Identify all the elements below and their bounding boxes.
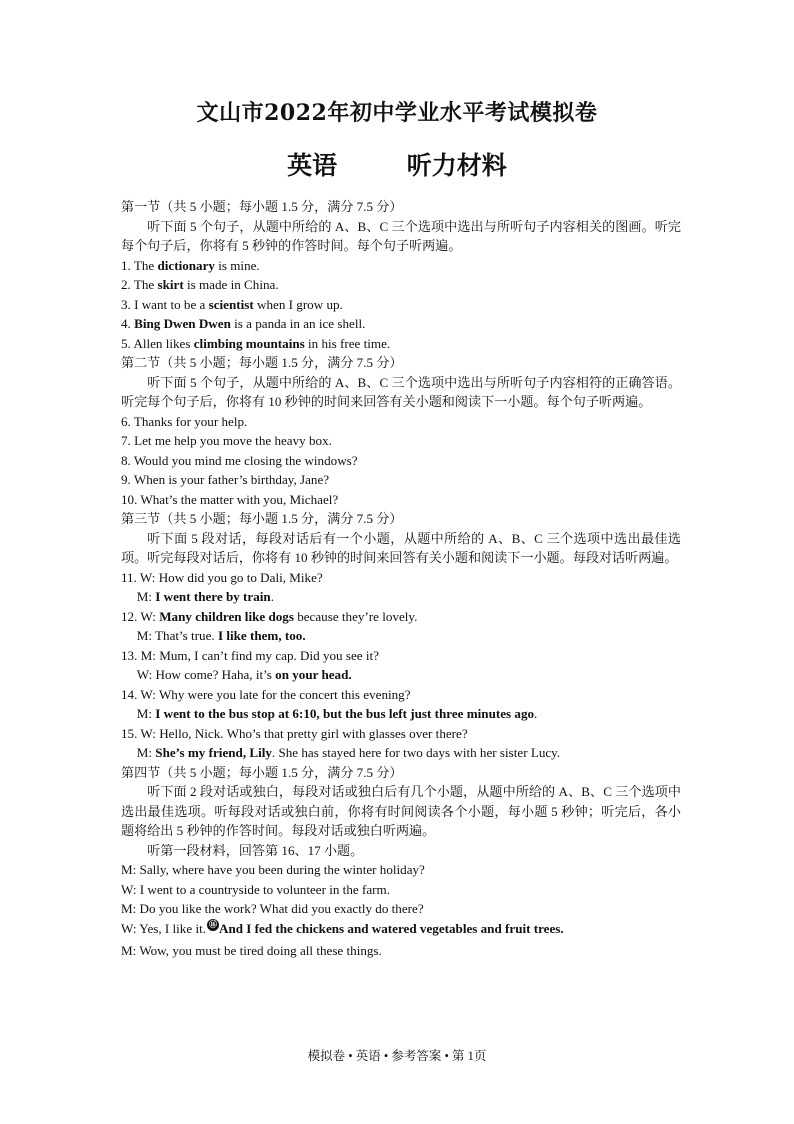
document-body [121, 197, 681, 961]
item-8: 8. Would you mind me closing the windows? [121, 452, 358, 468]
item-7: 7. Let me help you move the heavy box. [121, 433, 332, 448]
dialogue-13-a: W: How come? Haha, it’s on your head. [136, 667, 352, 682]
document-title: 文山市2022年初中学业水平考试模拟卷 [196, 100, 598, 126]
section4-instructions: 听下面 2 段对话或独白，每段对话或独白后有几个小题，从题中所给的 A、B、C 三个选项中选出最佳选项。听每段对话或独白前，你将有时间阅读各个小题，每小题 5 秒钟；听完后，各小题将给出 5 秒钟的作答时间。每段对话或独白听两遍。 [121, 784, 681, 838]
conversation-line-3: M: Do you like the work? What did you exactly do there? [121, 901, 424, 916]
conversation-line-4: W: Yes, I like it. ⑯ And I fed the chickens and watered vegetables and fruit trees. [121, 919, 564, 936]
dialogue-14-q: 14. W: Why were you late for the concert this evening? [121, 686, 411, 702]
section2-instructions: 听下面 5 个句子，从题中所给的 A、B、C 三个选项中选出与所听句子内容相符的正确答语。听完每个句子后，你将有 10 秒钟的时间来回答有关小题和阅读下一小题。每个句子听两遍。 [121, 374, 681, 409]
section1-heading: 第一节（共 5 小题；每小题 1.5 分，满分 7.5 分） [121, 199, 403, 214]
item-1: 1. The dictionary is mine. [121, 257, 260, 273]
item-5: 5. Allen likes climbing mountains in his free time. [121, 335, 391, 351]
dialogue-15-a: M: She’s my friend, Lily. She has stayed here for two days with her sister Lucy. [136, 745, 561, 760]
document-subtitle: 英语 听力材料 [287, 151, 507, 180]
dialogue-15-q: 15. W: Hello, Nick. Who’s that pretty girl with glasses over there? [121, 725, 468, 741]
conversation-line-2: W: I went to a countryside to volunteer in the farm. [121, 881, 390, 897]
section3-heading: 第三节（共 5 小题；每小题 1.5 分，满分 7.5 分） [121, 511, 403, 526]
conversation-line-5: M: Wow, you must be tired doing all these things. [121, 943, 382, 958]
section4-heading: 第四节（共 5 小题；每小题 1.5 分，满分 7.5 分） [121, 764, 403, 780]
dialogue-12-a: M: That’s true. I like them, too. [136, 628, 306, 643]
item-2: 2. The skirt is made in China. [121, 277, 279, 292]
section1-instructions: 听下面 5 个句子，从题中所给的 A、B、C 三个选项中选出与所听句子内容相关的图画。听完每个句子后，你将有 5 秒钟的作答时间。每个句子听两遍。 [121, 218, 681, 253]
item-9: 9. When is your father’s birthday, Jane? [121, 472, 330, 487]
item-6: 6. Thanks for your help. [121, 413, 248, 429]
page-footer: 模拟卷 • 英语 • 参考答案 • 第 1页 [307, 1049, 487, 1063]
dialogue-11-a: M: I went there by train. [136, 589, 274, 604]
material-1-prompt: 听第一段材料，回答第 16、17 小题。 [147, 842, 364, 858]
item-3: 3. I want to be a scientist when I grow up. [121, 296, 343, 312]
section2-heading: 第二节（共 5 小题；每小题 1.5 分，满分 7.5 分） [121, 355, 403, 370]
item-10: 10. What’s the matter with you, Michael? [121, 491, 339, 507]
dialogue-13-q: 13. M: Mum, I can’t find my cap. Did you see it? [121, 647, 379, 663]
section3-instructions: 听下面 5 段对话，每段对话后有一个小题，从题中所给的 A、B、C 三个选项中选出最佳选项。听完每段对话后，你将有 10 秒钟的时间来回答有关小题和阅读下一小题。每段对话听两遍。 [121, 530, 681, 565]
item-4: 4. Bing Dwen Dwen is a panda in an ice shell. [121, 316, 366, 331]
dialogue-12-q: 12. W: Many children like dogs because they’re lovely. [121, 608, 418, 624]
dialogue-14-a: M: I went to the bus stop at 6:10, but the bus left just three minutes ago. [136, 706, 538, 721]
question-16-marker: ⑯ [209, 919, 217, 929]
dialogue-11-q: 11. W: How did you go to Dali, Mike? [121, 569, 323, 585]
conversation-line-1: M: Sally, where have you been during the winter holiday? [121, 862, 425, 877]
